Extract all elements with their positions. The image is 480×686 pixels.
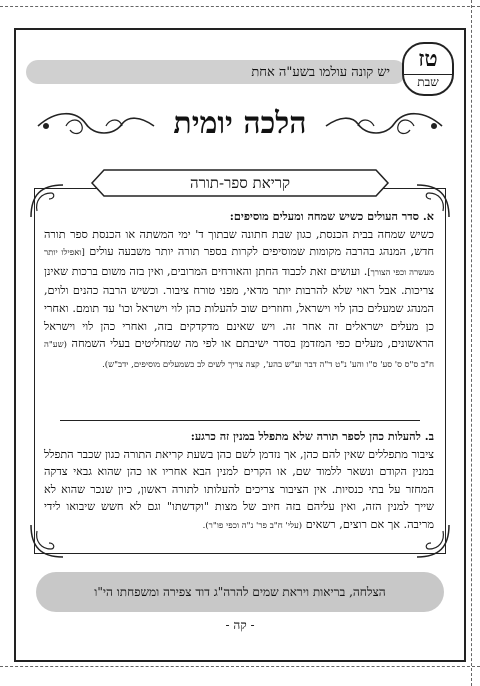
- paragraph-b-title: ב. להעלות כהן לספר תורה שלא מתפלל במנין זה כרגע:: [190, 429, 434, 443]
- paragraph-a: [44, 208, 434, 374]
- paragraph-a-text: כשיש שמחה בבית הכנסת, כגון שבת חתונה שבתוך ד' ימי המשתה או הכנסת ספר תורה חדש, המנהג בהרבה מקומות שמוסיפים לקרות בספר תורה יותר משבעה עולים: [44, 227, 434, 259]
- page-number: - קה -: [225, 618, 255, 632]
- title-row: [30, 98, 450, 154]
- paragraph-a-note: [ואפילו יותר מעשרה וכפי הצורך]: [44, 248, 435, 278]
- subject-title: קריאת ספר-תורה: [189, 174, 291, 192]
- cut-line-top: [0, 6, 480, 7]
- paragraph-a-title: א. סדר העולים כשיש שמחה ומעלים מוסיפים:: [229, 209, 434, 223]
- page-title: הלכה יומית: [173, 106, 307, 141]
- paragraph-a-text-2: . ועושים זאת לכבוד החתן והאורחים המרובים, ואין בזה משום ברכות שאינן צריכות. אבל ראוי שלא להרבות יותר מדאי, מפני טורח ציבור. וכשיש הרבה כהנים ולוים, המנהג שמעלים כהן לוי וישראל, וחוזרים שוב להעלות כהן לוי וישראל וכו' עד תומם. ואחרי כן מעלים ישראלים זה אחר זה. ויש שאינם מדקדקים בזה, ואחרי כהן לוי וישראל הראשונים, מעלים כפי המזדמן בסדר ישיבתם או לפי מה שמחליטים בעלי השמחה: [44, 264, 434, 351]
- paragraph-a-source: (שע"ה ח"ב ס"ס ס' סע' ס"ו והע' נ"ט ד"ה דבר וע"ש בהע',: [44, 340, 434, 370]
- day-name: שבת: [404, 74, 452, 89]
- paragraph-b: [44, 428, 434, 536]
- right-ornament-icon: [324, 108, 444, 142]
- cut-line-right: [471, 0, 472, 686]
- header-tagline: יש קונה עולמו בשע"ה אחת: [251, 65, 390, 80]
- paragraph-a-source-2: קצה צריך לשים לב כשמעלים מוסיפים, ידב"ש).: [102, 359, 260, 370]
- day-number: טז: [418, 46, 438, 72]
- paragraph-b-source: (עלי' ח"ב פר' נ"ה וכפי פו"ר).: [202, 520, 303, 531]
- paragraph-divider: [60, 420, 420, 421]
- subject-bar: [90, 168, 390, 198]
- day-badge: [402, 42, 454, 96]
- paragraph-b-text: ציבור מתפללים שאין להם כהן, אך נזדמן לשם כהן בשעת קריאת התורה כגון שכבר התפלל במנין הקודם ונשאר ללמוד שם, או הקרים למנין הבא אחריו או כהן שהוא גבאי צדקה המחזר על בתי כנסיות. אין הציבור צריכים להעלותו לתורה ראשון, כיון שנכר שהוא לא שייך למנין הזה, ואין עליהם בזה חיוב של מצות "וקדשתו" וגם לא חשש שיבואו לידי מריבה. אך אם רוצים, רשאים: [44, 447, 434, 531]
- cut-line-bottom: [0, 666, 480, 667]
- dedication-text: הצלחה, בריאות ויראת שמים להרה"ג דוד צפירה ומשפחתו הי"ו: [94, 585, 386, 599]
